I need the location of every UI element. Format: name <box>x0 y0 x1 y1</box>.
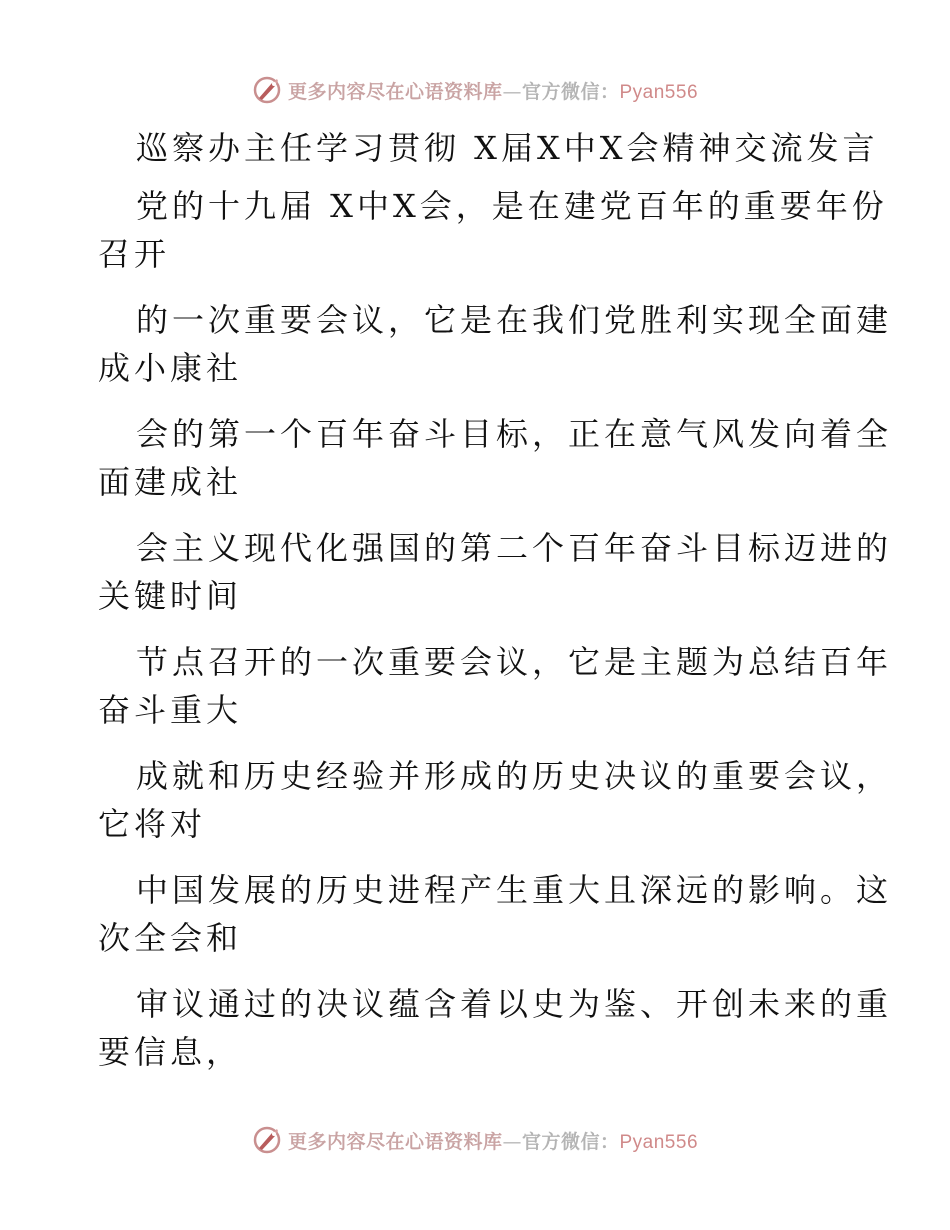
paragraph-line: 党的十九届 X中X会，是在建党百年的重要年份 <box>136 187 888 225</box>
document-body <box>98 124 893 1076</box>
paragraph-line: 节点召开的一次重要会议，它是主题为总结百年 <box>136 643 893 681</box>
banner-slogan: 更多内容尽在心语资料库 <box>287 1130 503 1153</box>
paragraph-line: 成就和历史经验并形成的历史决议的重要会议， <box>136 757 893 795</box>
paragraph-line: 关键时间 <box>98 577 243 615</box>
paragraph-line: 它将对 <box>98 805 207 843</box>
footer-banner <box>0 1120 950 1160</box>
quill-pen-circle-icon <box>252 75 282 105</box>
paragraph-line: 的一次重要会议，它是在我们党胜利实现全面建 <box>136 301 893 339</box>
paragraph-line: 会的第一个百年奋斗目标，正在意气风发向着全 <box>136 415 893 453</box>
paragraph-line: 审议通过的决议蕴含着以史为鉴、开创未来的重 <box>136 985 893 1023</box>
paragraph-line: 奋斗重大 <box>98 691 243 729</box>
banner-separator: — <box>502 1130 522 1153</box>
paragraph-line: 面建成社 <box>98 463 243 501</box>
paragraph-line: 会主义现代化强国的第二个百年奋斗目标迈进的 <box>136 529 893 567</box>
banner-wechat-label: 官方微信： <box>521 80 620 103</box>
paragraph-line: 召开 <box>98 235 171 273</box>
banner-text <box>288 1127 698 1154</box>
paragraph-line: 要信息， <box>98 1033 243 1071</box>
banner-slogan: 更多内容尽在心语资料库 <box>287 80 503 103</box>
paragraph-line: 成小康社 <box>98 349 243 387</box>
header-banner <box>0 70 950 110</box>
paragraph-line: 中国发展的历史进程产生重大且深远的影响。这 <box>136 871 893 909</box>
document-title: 巡察办主任学习贯彻 X届X中X会精神交流发言 <box>136 129 879 167</box>
banner-wechat-label: 官方微信： <box>521 1130 620 1153</box>
quill-pen-circle-icon <box>252 1125 282 1155</box>
paragraph-line: 次全会和 <box>98 919 243 957</box>
banner-account: Pyan556 <box>619 81 699 103</box>
banner-text <box>288 77 698 104</box>
banner-separator: — <box>502 80 522 103</box>
banner-account: Pyan556 <box>619 1131 699 1153</box>
